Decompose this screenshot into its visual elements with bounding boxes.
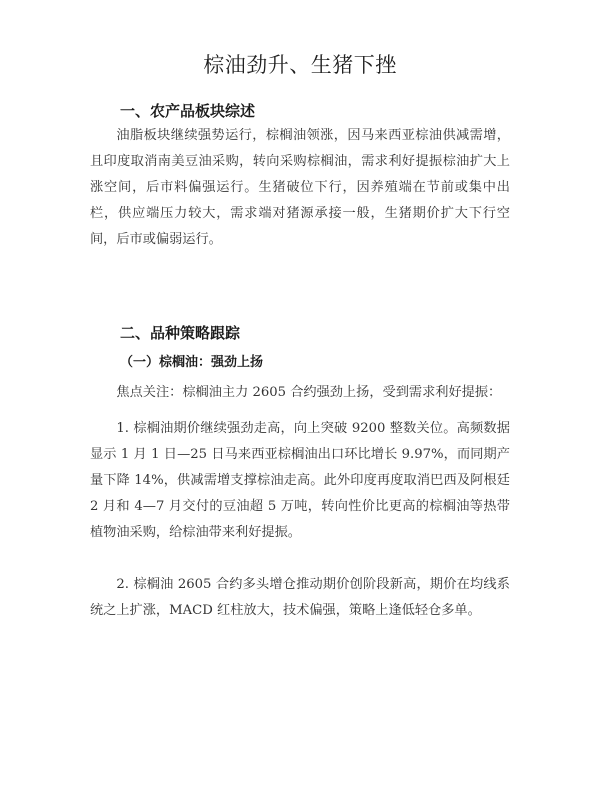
section-heading-overview: 一、农产品板块综述 <box>120 102 256 120</box>
document-title: 棕油劲升、生猪下挫 <box>203 53 397 77</box>
subsection-heading-palm-oil: （一）棕榈油：强劲上扬 <box>120 355 264 370</box>
focus-paragraph: 焦点关注：棕榈油主力 2605 合约强劲上扬，受到需求利好提振： <box>116 385 502 400</box>
section-heading-strategy: 二、品种策略跟踪 <box>120 324 241 342</box>
palm-oil-point-1: 1. 棕榈油期价继续强劲走高，向上突破 9200 整数关位。高频数据显示 1 月 1 日—25 日马来西亚棕榈油出口环比增长 9.97%，而同期产量下降 14%，供减需增支撑棕油走高。此外印度再度取消巴西及阿根廷 2 月和 4—7 月交付的豆油超 5 万吨，转向性价比更高的棕榈油等热带植物油采购，给棕油带来利好提振。 <box>90 421 510 540</box>
palm-oil-point-2: 2. 棕榈油 2605 合约多头增仓推动期价创阶段新高，期价在均线系统之上扩涨，MACD 红柱放大，技术偏强，策略上逢低轻仓多单。 <box>90 577 510 618</box>
overview-paragraph: 油脂板块继续强势运行，棕榈油领涨，因马来西亚棕油供减需增，且印度取消南美豆油采购，转向采购棕榈油，需求利好提振棕油扩大上涨空间，后市料偏强运行。生猪破位下行，因养殖端在节前或集中出栏，供应端压力较大，需求端对猪源承接一般，生猪期价扩大下行空间，后市或偏弱运行。 <box>90 128 510 247</box>
